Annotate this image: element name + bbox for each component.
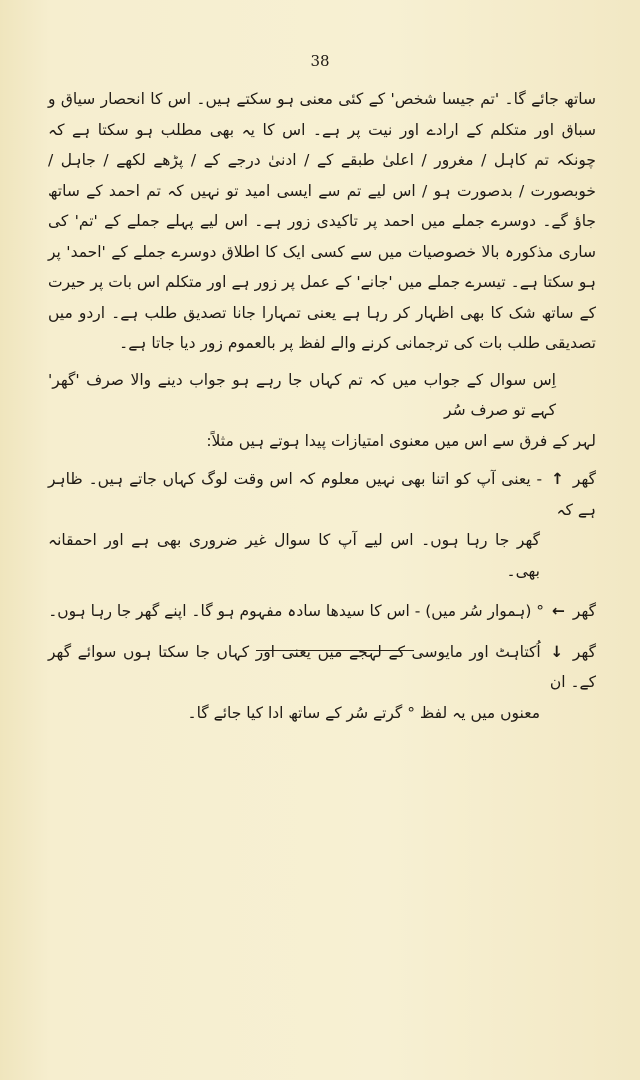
page-number: 38: [310, 52, 330, 70]
end-rule: [256, 650, 414, 651]
paragraph-2: [48, 365, 596, 457]
example-text: - یعنی آپ کو اتنا بھی نہیں معلوم کہ اس وقت لوگ کہاں جاتے ہیں۔ ظاہر ہے کہ: [48, 470, 596, 519]
example-level: [48, 596, 596, 627]
paragraph-1: ساتھ جائے گا۔ 'تم جیسا شخص' کے کئی معنی ہو سکتے ہیں۔ اس کا انحصار سیاق و سباق اور متکلم کے ارادے اور نیت پر ہے۔ اس کا یہ بھی مطلب ہو سکتا ہے کہ چونکہ تم کاہل / مغرور / اعلیٰ طبقے کے / ادنیٰ درجے کے / پڑھے لکھے / جاہل / خوبصورت / بدصورت ہو / اس لیے تم سے ایسی امید تو نہیں کہ تم احمد کے ساتھ جاؤ گے۔ دوسرے جملے میں احمد پر تاکیدی زور ہے۔ اس لیے پہلے جملے کے 'تم' کی ساری مذکورہ بالا خصوصیات میں سے کسی ایک کا اطلاق دوسرے جملے کے 'احمد' پر ہو سکتا ہے۔ تیسرے جملے میں 'جانے' کے عمل پر زور ہے اور متکلم اس بات پر حیرت کے ساتھ شک کا بھی اظہار کر رہا ہے یعنی تمہارا جانا تصدیق طلب ہے۔ اردو میں تصدیقی طلب بات کی ترجمانی کرنے والے لفظ پر بالعموم زور دیا جاتا ہے۔: [48, 90, 596, 352]
paragraph-2-line-2: لہر کے فرق سے اس میں معنوی امتیازات پیدا ہوتے ہیں مثلاً:: [206, 431, 596, 450]
example-text: اُکتاہٹ اور مایوسی کے لہجے میں یعنی اور کہاں جا سکتا ہوں سوائے گھر کے۔ ان: [48, 642, 596, 691]
example-line: [48, 464, 596, 525]
example-text: ° (ہموار سُر میں) - اس کا سیدھا سادہ مفہوم ہو گا۔ اپنے گھر جا رہا ہوں۔: [48, 602, 545, 620]
example-continuation: گھر جا رہا ہوں۔ اس لیے آپ کا سوال غیر ضروری بھی ہے اور احمقانہ بھی۔: [48, 531, 540, 580]
paragraph-2-line-1: اِس سوال کے جواب میں کہ تم کہاں جا رہے ہو جواب دینے والا صرف 'گھر' کہے تو صرف سُر: [48, 370, 556, 419]
urdu-text-block: [48, 84, 596, 738]
example-rising: [48, 464, 596, 586]
arrow-up-icon: ↑: [551, 470, 565, 488]
examples-list: [48, 464, 596, 728]
example-continuation: معنوں میں یہ لفظ ° گرتے سُر کے ساتھ ادا کیا جائے گا۔: [187, 703, 540, 722]
example-word: گھر: [572, 602, 596, 620]
arrow-down-icon: ↓: [550, 642, 564, 661]
example-line: [48, 596, 596, 627]
example-word: گھر: [572, 642, 596, 661]
example-word: گھر: [572, 470, 596, 488]
example-line: [48, 637, 596, 698]
arrow-level-icon: ←: [551, 602, 565, 620]
